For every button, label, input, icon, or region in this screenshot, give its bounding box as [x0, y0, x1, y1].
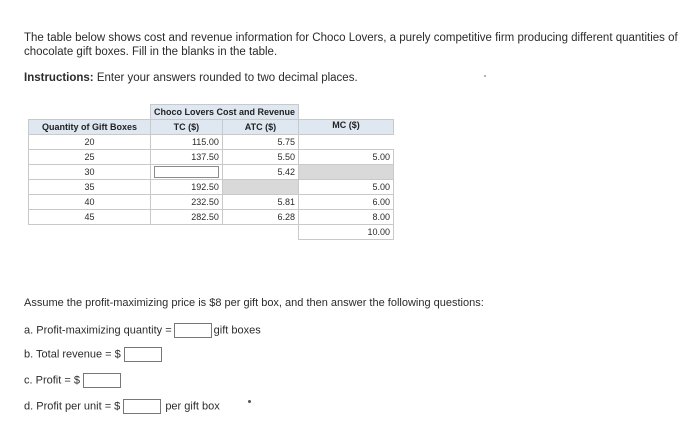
question-c-label: c. Profit = $: [24, 374, 80, 387]
question-c: [24, 373, 121, 388]
qty-cell: 25: [29, 150, 151, 165]
table-row: [29, 135, 394, 150]
qty-cell: 20: [29, 135, 151, 150]
table-row: [29, 225, 394, 240]
question-a: [24, 323, 261, 338]
quantity-input[interactable]: [174, 323, 212, 338]
qty-cell: 30: [29, 165, 151, 180]
total-revenue-input[interactable]: [124, 347, 162, 362]
tc-cell: 115.00: [151, 135, 223, 150]
question-a-label: a. Profit-maximizing quantity =: [24, 324, 172, 337]
table-caption: Choco Lovers Cost and Revenue: [151, 105, 299, 120]
table-row: [29, 210, 394, 225]
atc-cell: 5.75: [222, 135, 298, 150]
profit-per-unit-input[interactable]: [123, 399, 161, 414]
questions-prompt: Assume the profit-maximizing price is $8 per gift box, and then answer the following questions:: [24, 297, 484, 309]
intro-text: The table below shows cost and revenue information for Choco Lovers, a purely competitive firm producing different quantities of chocolate gift boxes. Fill in the blanks in the table.: [24, 32, 678, 58]
header-mc: MC ($): [299, 120, 394, 135]
question-b-label: b. Total revenue = $: [24, 348, 121, 361]
header-atc: ATC ($): [222, 120, 298, 135]
header-tc: TC ($): [151, 120, 223, 135]
atc-cell: 5.50: [222, 150, 298, 165]
cursor-dot: [248, 400, 251, 403]
profit-input[interactable]: [83, 373, 121, 388]
header-quantity: Quantity of Gift Boxes: [29, 120, 151, 135]
table-row: [29, 150, 394, 165]
tc-cell: 232.50: [151, 195, 223, 210]
cost-revenue-table: [28, 104, 394, 240]
question-d: [24, 399, 220, 414]
table-row: [29, 180, 394, 195]
table-row: [29, 165, 394, 180]
question-b: [24, 347, 162, 362]
qty-cell: 35: [29, 180, 151, 195]
question-d-label: d. Profit per unit = $: [24, 400, 121, 413]
qty-cell: 40: [29, 195, 151, 210]
qty-cell: 45: [29, 210, 151, 225]
instructions: [24, 72, 358, 84]
tc-cell: 192.50: [151, 180, 223, 195]
instructions-text: Enter your answers rounded to two decimal places.: [93, 72, 358, 84]
instructions-label: Instructions:: [24, 72, 94, 84]
atc-cell: 5.81: [222, 195, 298, 210]
mc-cell: 6.00: [299, 195, 394, 210]
tc-cell: 282.50: [151, 210, 223, 225]
question-a-suffix: gift boxes: [213, 324, 261, 337]
atc-cell: 6.28: [222, 210, 298, 225]
atc-cell: 5.42: [222, 165, 298, 180]
tc-30-input[interactable]: [154, 166, 219, 178]
question-d-suffix: per gift box: [165, 400, 220, 413]
mc-input-cell[interactable]: [299, 165, 394, 180]
atc-input-cell[interactable]: [222, 180, 298, 195]
mc-cell: 8.00: [299, 210, 394, 225]
tc-input-cell[interactable]: [151, 165, 223, 180]
mc-cell: 10.00: [299, 225, 394, 240]
table-row: [29, 195, 394, 210]
stray-dot: [484, 75, 486, 77]
mc-cell: 5.00: [299, 150, 394, 165]
tc-cell: 137.50: [151, 150, 223, 165]
mc-cell: 5.00: [299, 180, 394, 195]
